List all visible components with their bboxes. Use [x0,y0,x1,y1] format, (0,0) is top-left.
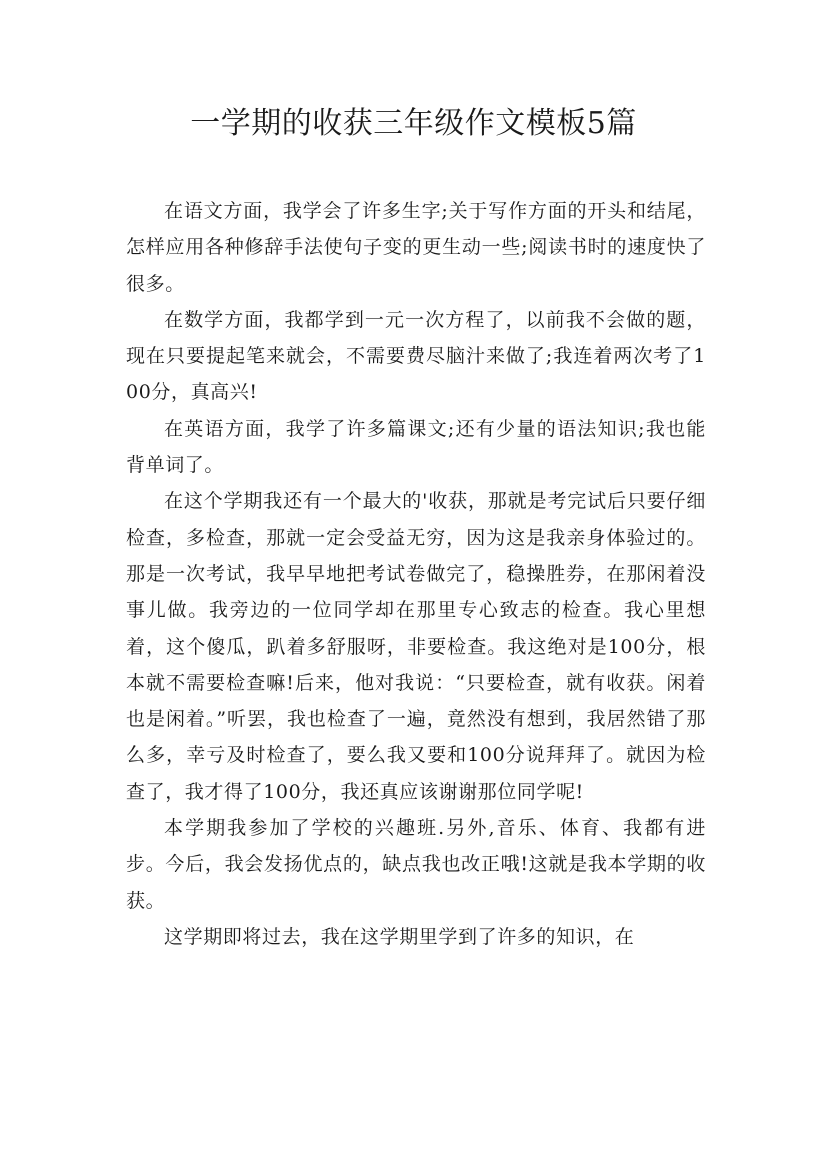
document-title: 一学期的收获三年级作文模板5篇 [190,106,637,141]
paragraph-chinese: 在语文方面，我学会了许多生字;关于写作方面的开头和结尾，怎样应用各种修辞手法使句子变的更生动一些;阅读书时的速度快了很多。 [126,200,706,295]
paragraph-semester-ending: 这学期即将过去，我在这学期里学到了许多的知识，在 [164,925,635,948]
paragraph-english: 在英语方面，我学了许多篇课文;还有少量的语法知识;我也能背单词了。 [126,417,706,477]
paragraph-math: 在数学方面，我都学到一元一次方程了，以前我不会做的题，现在只要提起笔来就会，不需要费尽脑汁来做了;我连着两次考了100分，真高兴! [126,308,706,404]
document-body [126,193,706,955]
paragraph-interest-class: 本学期我参加了学校的兴趣班.另外,音乐、体育、我都有进步。今后，我会发扬优点的，缺点我也改正哦!这就是我本学期的收获。 [126,817,706,912]
paragraph-biggest-harvest: 在这个学期我还有一个最大的'收获，那就是考完试后只要仔细检查，多检查，那就一定会受益无穷，因为这是我亲身体验过的。 那是一次考试，我早早地把考试卷做完了，稳操胜券，在那闲着没事儿做。我旁边的一位同学却在那里专心致志的检查。我心里想着，这个傻瓜，趴着多舒服呀，非要检查。我这绝对是100分，根本就不需要检查嘛!后来，他对我说：“只要检查，就有收获。闲着也是闲着。”听罢，我也检查了一遍，竟然没有想到，我居然错了那么多，幸亏及时检查了，要么我又要和100分说拜拜了。就因为检查了，我才得了100分，我还真应该谢谢那位同学呢! [126,490,706,803]
